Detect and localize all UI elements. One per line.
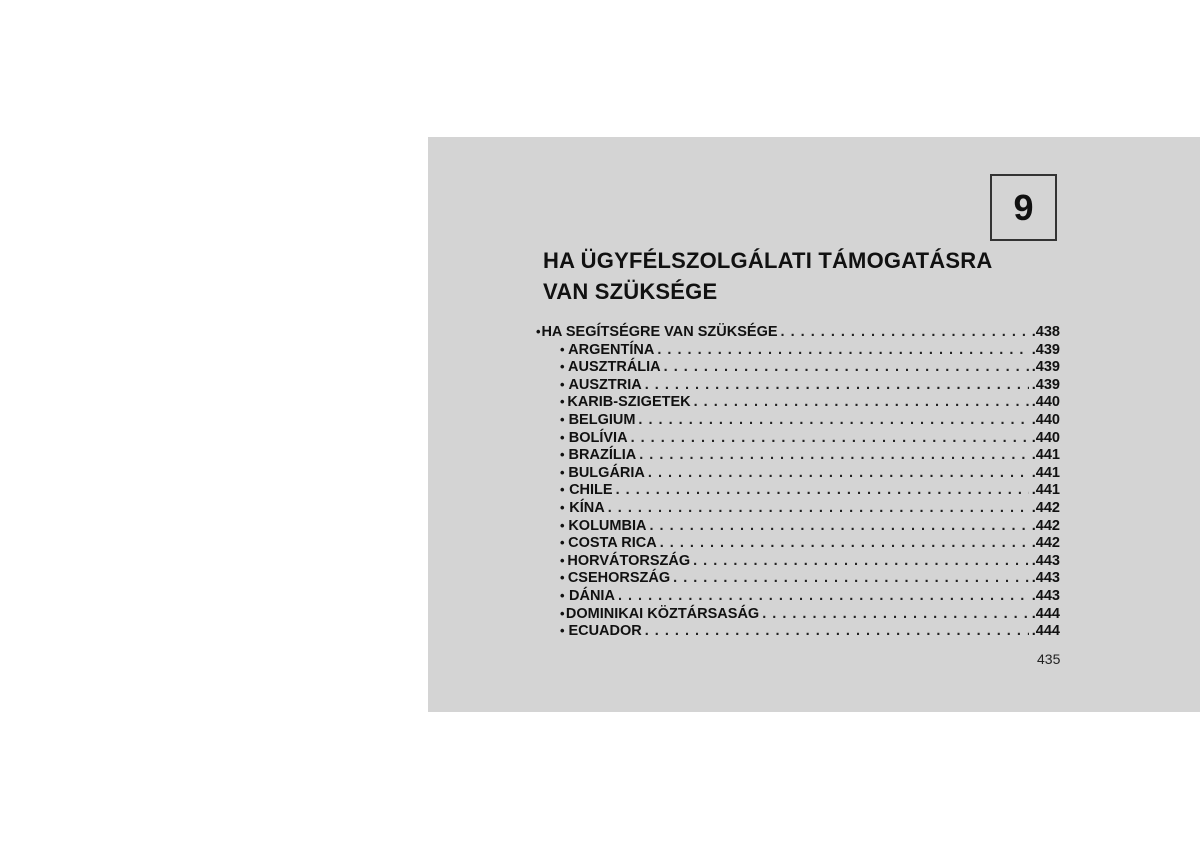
bullet-icon: • — [560, 623, 565, 639]
toc-entry-page: .441 — [1031, 447, 1060, 464]
toc-entry-label: KOLUMBIA — [568, 517, 647, 534]
toc-entry-page: .439 — [1031, 341, 1060, 358]
dot-leader — [645, 623, 1029, 641]
toc-entry[interactable] — [536, 429, 1060, 447]
toc-entry-page: .441 — [1031, 482, 1060, 499]
toc-entry-label: ECUADOR — [568, 623, 642, 640]
chapter-number: 9 — [1013, 186, 1034, 228]
toc-entry-label: DÁNIA — [569, 587, 615, 604]
toc-entry[interactable] — [536, 341, 1060, 359]
toc-entry[interactable] — [536, 411, 1060, 429]
chapter-number-box — [990, 174, 1057, 241]
dot-leader — [664, 359, 1029, 377]
toc-entry-page: .439 — [1031, 376, 1060, 393]
toc-entry-label: DOMINIKAI KÖZTÁRSASÁG — [565, 605, 760, 622]
bullet-icon: • — [560, 429, 565, 445]
dot-leader — [657, 342, 1028, 360]
toc-entry[interactable] — [536, 587, 1060, 605]
toc-entry[interactable] — [536, 393, 1060, 411]
toc-entry[interactable] — [536, 481, 1060, 499]
toc-entry-main[interactable] — [536, 323, 1060, 341]
bullet-icon: • — [560, 394, 565, 410]
toc-entry-page: .440 — [1031, 429, 1060, 446]
toc-entry[interactable] — [536, 464, 1060, 482]
toc-entry-page: .438 — [1031, 324, 1060, 340]
bullet-icon: • — [560, 517, 565, 533]
title-line-2: VAN SZÜKSÉGE — [543, 279, 718, 304]
dot-leader — [608, 500, 1029, 518]
toc-entry[interactable] — [536, 534, 1060, 552]
bullet-icon: • — [560, 482, 565, 498]
dot-leader — [660, 535, 1029, 553]
toc-entry-label: BOLÍVIA — [568, 429, 628, 446]
toc-entry-label: ARGENTÍNA — [568, 341, 655, 358]
bullet-icon: • — [560, 376, 565, 392]
bullet-icon: • — [560, 464, 565, 480]
dot-leader — [616, 482, 1029, 500]
dot-leader — [648, 465, 1029, 483]
title-line-1: HA ÜGYFÉLSZOLGÁLATI TÁMOGATÁSRA — [543, 248, 993, 273]
toc-entry-label: BRAZÍLIA — [568, 447, 637, 464]
bullet-icon: • — [560, 411, 565, 427]
bullet-icon: • — [560, 499, 565, 515]
toc-entry[interactable] — [536, 605, 1060, 623]
dot-leader — [693, 553, 1029, 571]
toc-entry[interactable] — [536, 569, 1060, 587]
toc-entry-label: BELGIUM — [568, 411, 636, 428]
toc-entry-label: KARIB-SZIGETEK — [567, 394, 691, 411]
bullet-icon: • — [560, 359, 565, 375]
toc-entry-page: .443 — [1031, 587, 1060, 604]
toc-entry-page: .443 — [1031, 552, 1060, 569]
toc-entry-page: .443 — [1031, 570, 1060, 587]
bullet-icon: • — [560, 535, 565, 551]
toc-entry-label: HA SEGÍTSÉGRE VAN SZÜKSÉGE — [541, 324, 778, 340]
toc-entry[interactable] — [536, 446, 1060, 464]
page-panel — [428, 137, 1200, 712]
dot-leader — [781, 324, 1029, 342]
toc-entry[interactable] — [536, 376, 1060, 394]
toc-entry-label: AUSZTRÁLIA — [568, 359, 661, 376]
toc-entry-label: HORVÁTORSZÁG — [567, 552, 691, 569]
toc-entry[interactable] — [536, 499, 1060, 517]
dot-leader — [645, 377, 1029, 395]
dot-leader — [639, 447, 1029, 465]
toc-entry-page: .442 — [1031, 517, 1060, 534]
toc-entry[interactable] — [536, 552, 1060, 570]
bullet-icon: • — [560, 447, 565, 463]
page-title — [543, 245, 1063, 307]
dot-leader — [649, 518, 1028, 536]
toc-entry-page: .439 — [1031, 359, 1060, 376]
bullet-icon: • — [560, 570, 565, 586]
toc-entry-page: .442 — [1031, 499, 1060, 516]
toc-entry-label: KÍNA — [569, 499, 605, 516]
dot-leader — [694, 394, 1029, 412]
bullet-icon: • — [560, 587, 565, 603]
bullet-icon: • — [560, 341, 565, 357]
toc-entry-label: CHILE — [569, 482, 613, 499]
dot-leader — [618, 588, 1029, 606]
toc-entry-label: AUSZTRIA — [568, 376, 642, 393]
toc-entry[interactable] — [536, 517, 1060, 535]
toc-entry[interactable] — [536, 358, 1060, 376]
toc-entry-label: CSEHORSZÁG — [567, 570, 671, 587]
toc-entry-page: .440 — [1031, 394, 1060, 411]
footer-page-number: 435 — [1037, 651, 1061, 667]
dot-leader — [762, 606, 1029, 624]
toc-entry-page: .440 — [1031, 411, 1060, 428]
dot-leader — [673, 570, 1029, 588]
bullet-icon: • — [560, 552, 565, 568]
toc-entry-label: BULGÁRIA — [568, 464, 645, 481]
table-of-contents — [536, 323, 1060, 640]
dot-leader — [631, 430, 1029, 448]
toc-entry-page: .444 — [1031, 623, 1060, 640]
dot-leader — [638, 412, 1028, 430]
toc-entry-page: .442 — [1031, 535, 1060, 552]
bullet-icon: • — [536, 324, 541, 339]
toc-entry-page: .441 — [1031, 464, 1060, 481]
toc-entry[interactable] — [536, 622, 1060, 640]
bullet-icon: • — [560, 605, 565, 621]
toc-entry-label: COSTA RICA — [568, 535, 657, 552]
toc-entry-page: .444 — [1031, 605, 1060, 622]
